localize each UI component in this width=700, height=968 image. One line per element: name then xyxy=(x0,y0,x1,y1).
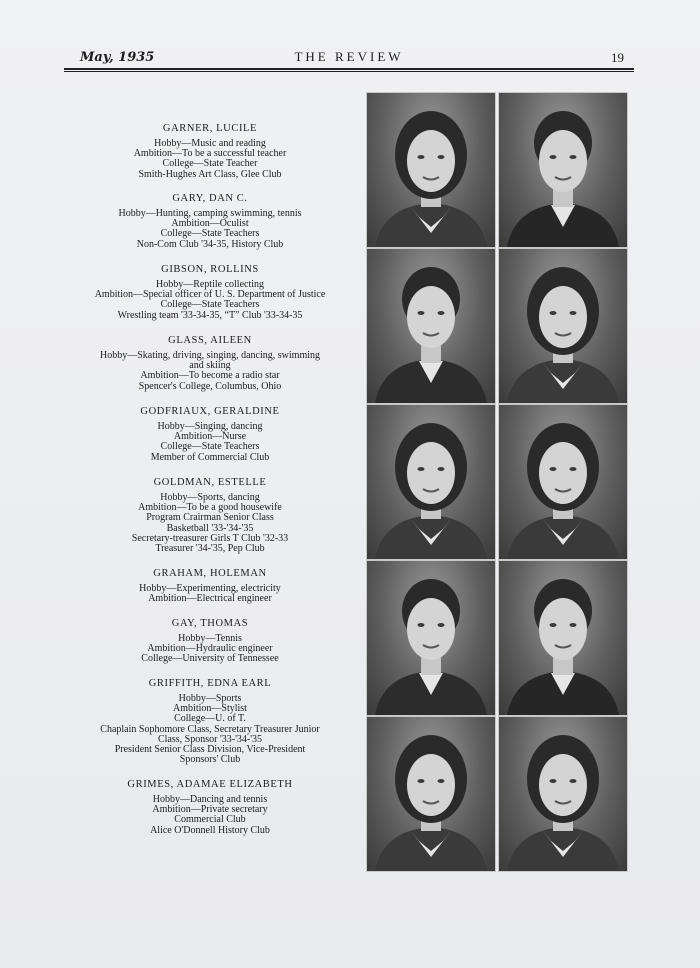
student-portrait xyxy=(366,92,496,248)
student-entry xyxy=(60,618,360,665)
entry-line: Commercial Club xyxy=(174,814,246,826)
issue-date: May, 1935 xyxy=(80,50,155,65)
woman-portrait-icon xyxy=(367,93,495,247)
entry-line: Chaplain Sophomore Class, Secretary Treasurer Junior xyxy=(100,723,320,735)
entry-line: College—University of Tennessee xyxy=(141,653,279,665)
student-name: GRIFFITH, EDNA EARL xyxy=(148,678,272,689)
entry-line: Sponsors' Club xyxy=(179,754,241,766)
student-entry xyxy=(60,406,360,463)
woman-portrait-icon xyxy=(499,717,627,871)
entry-line: Hobby—Hunting, camping swimming, tennis xyxy=(118,208,302,219)
woman-portrait-icon xyxy=(499,405,627,559)
entry-line: Hobby—Experimenting, electricity xyxy=(139,583,281,594)
student-name: GLASS, AILEEN xyxy=(168,335,252,346)
entry-line: President Senior Class Division, Vice-President xyxy=(114,744,306,756)
header-rule-thin xyxy=(64,71,634,72)
entry-line: Wrestling team '33-34-35, “T” Club '33-34-35 xyxy=(117,309,303,321)
entry-line: Secretary-treasurer Girls T Club '32-33 xyxy=(131,532,289,544)
student-portrait xyxy=(498,404,628,560)
publication-title: THE REVIEW xyxy=(294,49,404,64)
entry-line: College—State Teachers xyxy=(160,228,260,240)
entry-line: Hobby—Sports xyxy=(178,693,242,704)
student-portrait xyxy=(366,716,496,872)
woman-portrait-icon xyxy=(367,405,495,559)
entry-line: Spencer's College, Columbus, Ohio xyxy=(138,380,282,392)
entry-line: Non-Com Club '34-35, History Club xyxy=(136,238,284,250)
entry-line: Hobby—Dancing and tennis xyxy=(152,794,268,805)
student-name: GRAHAM, HOLEMAN xyxy=(153,568,267,579)
student-entry xyxy=(60,779,360,836)
student-entry xyxy=(60,568,360,604)
student-name: GARNER, LUCILE xyxy=(162,123,258,134)
page-header xyxy=(64,48,634,70)
entry-line: College—State Teachers xyxy=(160,441,260,453)
entry-line: College—State Teachers xyxy=(160,299,260,311)
entry-line: Hobby—Skating, driving, singing, dancing, swimming xyxy=(100,350,320,361)
entry-line: Ambition—To be a good housewife xyxy=(138,502,282,514)
student-entry xyxy=(60,477,360,554)
student-name: GRIMES, ADAMAE ELIZABETH xyxy=(127,779,293,790)
student-name: GAY, THOMAS xyxy=(171,618,249,629)
entry-line: Ambition—Hydraulic engineer xyxy=(147,643,273,655)
student-name: GOLDMAN, ESTELLE xyxy=(153,477,267,488)
student-portrait xyxy=(498,716,628,872)
entry-line: Class, Sponsor '33-'34-'35 xyxy=(157,733,263,745)
entry-line: Hobby—Music and reading xyxy=(154,138,266,149)
man-uniform-portrait-icon xyxy=(367,249,495,403)
student-entry xyxy=(60,123,360,180)
entry-line: Smith-Hughes Art Class, Glee Club xyxy=(138,168,282,180)
entry-line: Hobby—Reptile collecting xyxy=(155,279,265,290)
entry-line: Ambition—Nurse xyxy=(173,431,247,443)
woman-portrait-icon xyxy=(367,717,495,871)
entry-line: Hobby—Tennis xyxy=(178,633,242,644)
entry-line: College—U. of T. xyxy=(174,713,246,725)
entry-line: Ambition—To become a radio star xyxy=(140,370,280,382)
student-entry xyxy=(60,678,360,765)
entry-line: Hobby—Singing, dancing xyxy=(157,421,263,432)
entry-line: Ambition—Stylist xyxy=(173,703,247,715)
woman-portrait-icon xyxy=(499,249,627,403)
entry-line: Alice O'Donnell History Club xyxy=(150,824,270,836)
student-entry xyxy=(60,335,360,392)
portrait-grid xyxy=(366,92,626,872)
entry-line: Ambition—Electrical engineer xyxy=(148,593,272,605)
student-name: GIBSON, ROLLINS xyxy=(161,264,259,275)
student-portrait xyxy=(366,404,496,560)
entry-line: Ambition—Private secretary xyxy=(152,804,268,816)
entry-line: Program Crairman Senior Class xyxy=(146,512,274,524)
student-entry xyxy=(60,264,360,321)
student-name: GARY, DAN C. xyxy=(172,193,248,204)
student-portrait xyxy=(498,92,628,248)
page-number: 19 xyxy=(611,50,624,65)
entry-line: Ambition—Special officer of U. S. Department of Justice xyxy=(94,289,326,301)
student-portrait xyxy=(498,248,628,404)
entry-line: Treasurer '34-'35, Pep Club xyxy=(155,543,265,555)
entry-line: Hobby—Sports, dancing xyxy=(160,492,260,503)
student-portrait xyxy=(366,248,496,404)
header-rule-thick xyxy=(64,68,634,70)
man-portrait-icon xyxy=(499,93,627,247)
student-portrait xyxy=(498,560,628,716)
student-name: GODFRIAUX, GERALDINE xyxy=(140,406,280,417)
man-portrait-icon xyxy=(499,561,627,715)
entry-line: Basketball '33-'34-'35 xyxy=(166,522,254,534)
entry-line: Ambition—Oculist xyxy=(171,218,249,230)
entry-line: College—State Teacher xyxy=(162,158,258,170)
student-portrait xyxy=(366,560,496,716)
student-entry xyxy=(60,193,360,250)
entry-line: Ambition—To be a successful teacher xyxy=(133,148,287,160)
man-uniform-portrait-icon xyxy=(367,561,495,715)
entry-line: Member of Commercial Club xyxy=(150,451,270,463)
entry-line: and skiing xyxy=(189,360,231,372)
